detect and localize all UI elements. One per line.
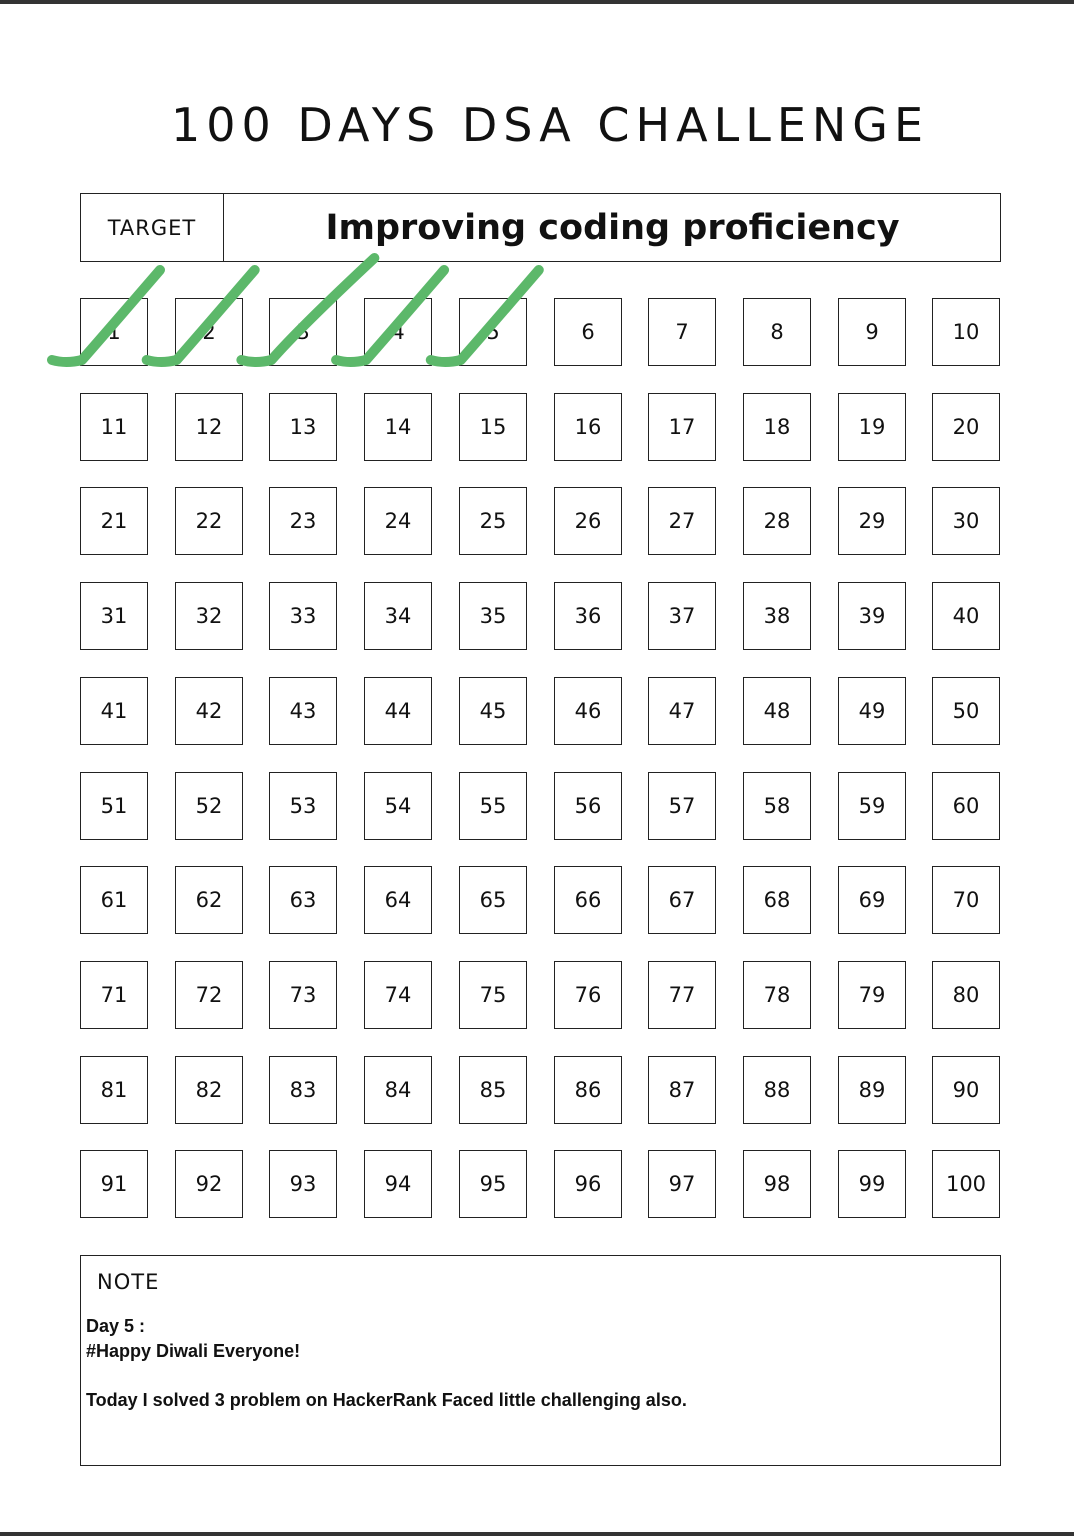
day-cell[interactable]: 89 [838,1056,906,1124]
day-cell[interactable]: 87 [648,1056,716,1124]
day-cell[interactable]: 48 [743,677,811,745]
day-cell[interactable]: 77 [648,961,716,1029]
day-cell[interactable]: 85 [459,1056,527,1124]
day-cell[interactable]: 27 [648,487,716,555]
day-grid [80,298,1002,1220]
note-greeting-line: #Happy Diwali Everyone! [86,1341,301,1361]
day-cell[interactable]: 26 [554,487,622,555]
day-cell[interactable]: 74 [364,961,432,1029]
day-cell[interactable]: 21 [80,487,148,555]
day-cell[interactable]: 57 [648,772,716,840]
day-cell[interactable]: 32 [175,582,243,650]
day-cell[interactable]: 25 [459,487,527,555]
day-cell[interactable]: 31 [80,582,148,650]
day-cell[interactable]: 36 [554,582,622,650]
day-cell[interactable]: 83 [269,1056,337,1124]
day-cell[interactable]: 69 [838,866,906,934]
day-cell[interactable]: 23 [269,487,337,555]
note-title: NOTE [97,1270,160,1294]
day-cell[interactable]: 8 [743,298,811,366]
day-cell[interactable]: 45 [459,677,527,745]
day-cell[interactable]: 16 [554,393,622,461]
day-cell[interactable]: 72 [175,961,243,1029]
day-cell[interactable]: 53 [269,772,337,840]
day-cell[interactable]: 81 [80,1056,148,1124]
day-cell[interactable]: 84 [364,1056,432,1124]
day-cell[interactable]: 88 [743,1056,811,1124]
day-cell[interactable]: 37 [648,582,716,650]
day-cell[interactable]: 68 [743,866,811,934]
day-cell[interactable]: 30 [932,487,1000,555]
day-cell[interactable]: 14 [364,393,432,461]
day-cell[interactable]: 92 [175,1150,243,1218]
day-cell[interactable]: 65 [459,866,527,934]
day-cell[interactable]: 15 [459,393,527,461]
day-cell[interactable]: 63 [269,866,337,934]
day-cell[interactable]: 95 [459,1150,527,1218]
day-cell[interactable]: 66 [554,866,622,934]
day-cell[interactable]: 33 [269,582,337,650]
day-cell[interactable]: 86 [554,1056,622,1124]
day-cell[interactable]: 42 [175,677,243,745]
day-cell[interactable]: 10 [932,298,1000,366]
day-cell[interactable]: 71 [80,961,148,1029]
day-cell[interactable]: 28 [743,487,811,555]
day-cell[interactable]: 97 [648,1150,716,1218]
day-cell[interactable]: 1 [80,298,148,366]
target-value: Improving coding proficiency [325,207,900,248]
day-cell[interactable]: 51 [80,772,148,840]
day-cell[interactable]: 73 [269,961,337,1029]
day-cell[interactable]: 62 [175,866,243,934]
day-cell[interactable]: 58 [743,772,811,840]
day-cell[interactable]: 13 [269,393,337,461]
note-progress-line: Today I solved 3 problem on HackerRank Faced little challenging also. [86,1390,687,1410]
day-cell[interactable]: 11 [80,393,148,461]
day-cell[interactable]: 2 [175,298,243,366]
day-cell[interactable]: 20 [932,393,1000,461]
day-cell[interactable]: 34 [364,582,432,650]
day-cell[interactable]: 40 [932,582,1000,650]
day-cell[interactable]: 98 [743,1150,811,1218]
day-cell[interactable]: 93 [269,1150,337,1218]
day-cell[interactable]: 47 [648,677,716,745]
target-label: TARGET [81,194,224,261]
page-title: 100 DAYS DSA CHALLENGE [170,98,930,152]
target-box [80,193,1001,262]
note-box [80,1255,1001,1466]
day-cell[interactable]: 60 [932,772,1000,840]
day-cell[interactable]: 41 [80,677,148,745]
day-cell[interactable]: 17 [648,393,716,461]
day-cell[interactable]: 18 [743,393,811,461]
day-cell[interactable]: 64 [364,866,432,934]
day-cell[interactable]: 5 [459,298,527,366]
day-cell[interactable]: 94 [364,1150,432,1218]
day-cell[interactable]: 54 [364,772,432,840]
day-cell[interactable]: 67 [648,866,716,934]
day-cell[interactable]: 43 [269,677,337,745]
note-day-line: Day 5 : [86,1316,146,1336]
day-cell[interactable]: 49 [838,677,906,745]
day-cell[interactable]: 44 [364,677,432,745]
day-cell[interactable]: 56 [554,772,622,840]
top-border [0,0,1074,4]
day-cell[interactable]: 61 [80,866,148,934]
day-cell[interactable]: 79 [838,961,906,1029]
day-cell[interactable]: 3 [269,298,337,366]
day-cell[interactable]: 99 [838,1150,906,1218]
day-cell[interactable]: 52 [175,772,243,840]
day-cell[interactable]: 38 [743,582,811,650]
day-cell[interactable]: 46 [554,677,622,745]
day-cell[interactable]: 29 [838,487,906,555]
day-cell[interactable]: 19 [838,393,906,461]
day-cell[interactable]: 4 [364,298,432,366]
day-cell[interactable]: 22 [175,487,243,555]
day-cell[interactable]: 96 [554,1150,622,1218]
day-cell[interactable]: 39 [838,582,906,650]
day-cell[interactable]: 82 [175,1056,243,1124]
bottom-border [0,1532,1074,1536]
day-cell[interactable]: 24 [364,487,432,555]
day-cell[interactable]: 55 [459,772,527,840]
day-cell[interactable]: 100 [932,1150,1000,1218]
day-cell[interactable]: 50 [932,677,1000,745]
day-cell[interactable]: 9 [838,298,906,366]
day-cell[interactable]: 6 [554,298,622,366]
day-cell[interactable]: 35 [459,582,527,650]
day-cell[interactable]: 90 [932,1056,1000,1124]
day-cell[interactable]: 91 [80,1150,148,1218]
day-cell[interactable]: 75 [459,961,527,1029]
day-cell[interactable]: 7 [648,298,716,366]
day-cell[interactable]: 76 [554,961,622,1029]
day-cell[interactable]: 80 [932,961,1000,1029]
day-cell[interactable]: 59 [838,772,906,840]
day-cell[interactable]: 70 [932,866,1000,934]
day-cell[interactable]: 12 [175,393,243,461]
day-cell[interactable]: 78 [743,961,811,1029]
